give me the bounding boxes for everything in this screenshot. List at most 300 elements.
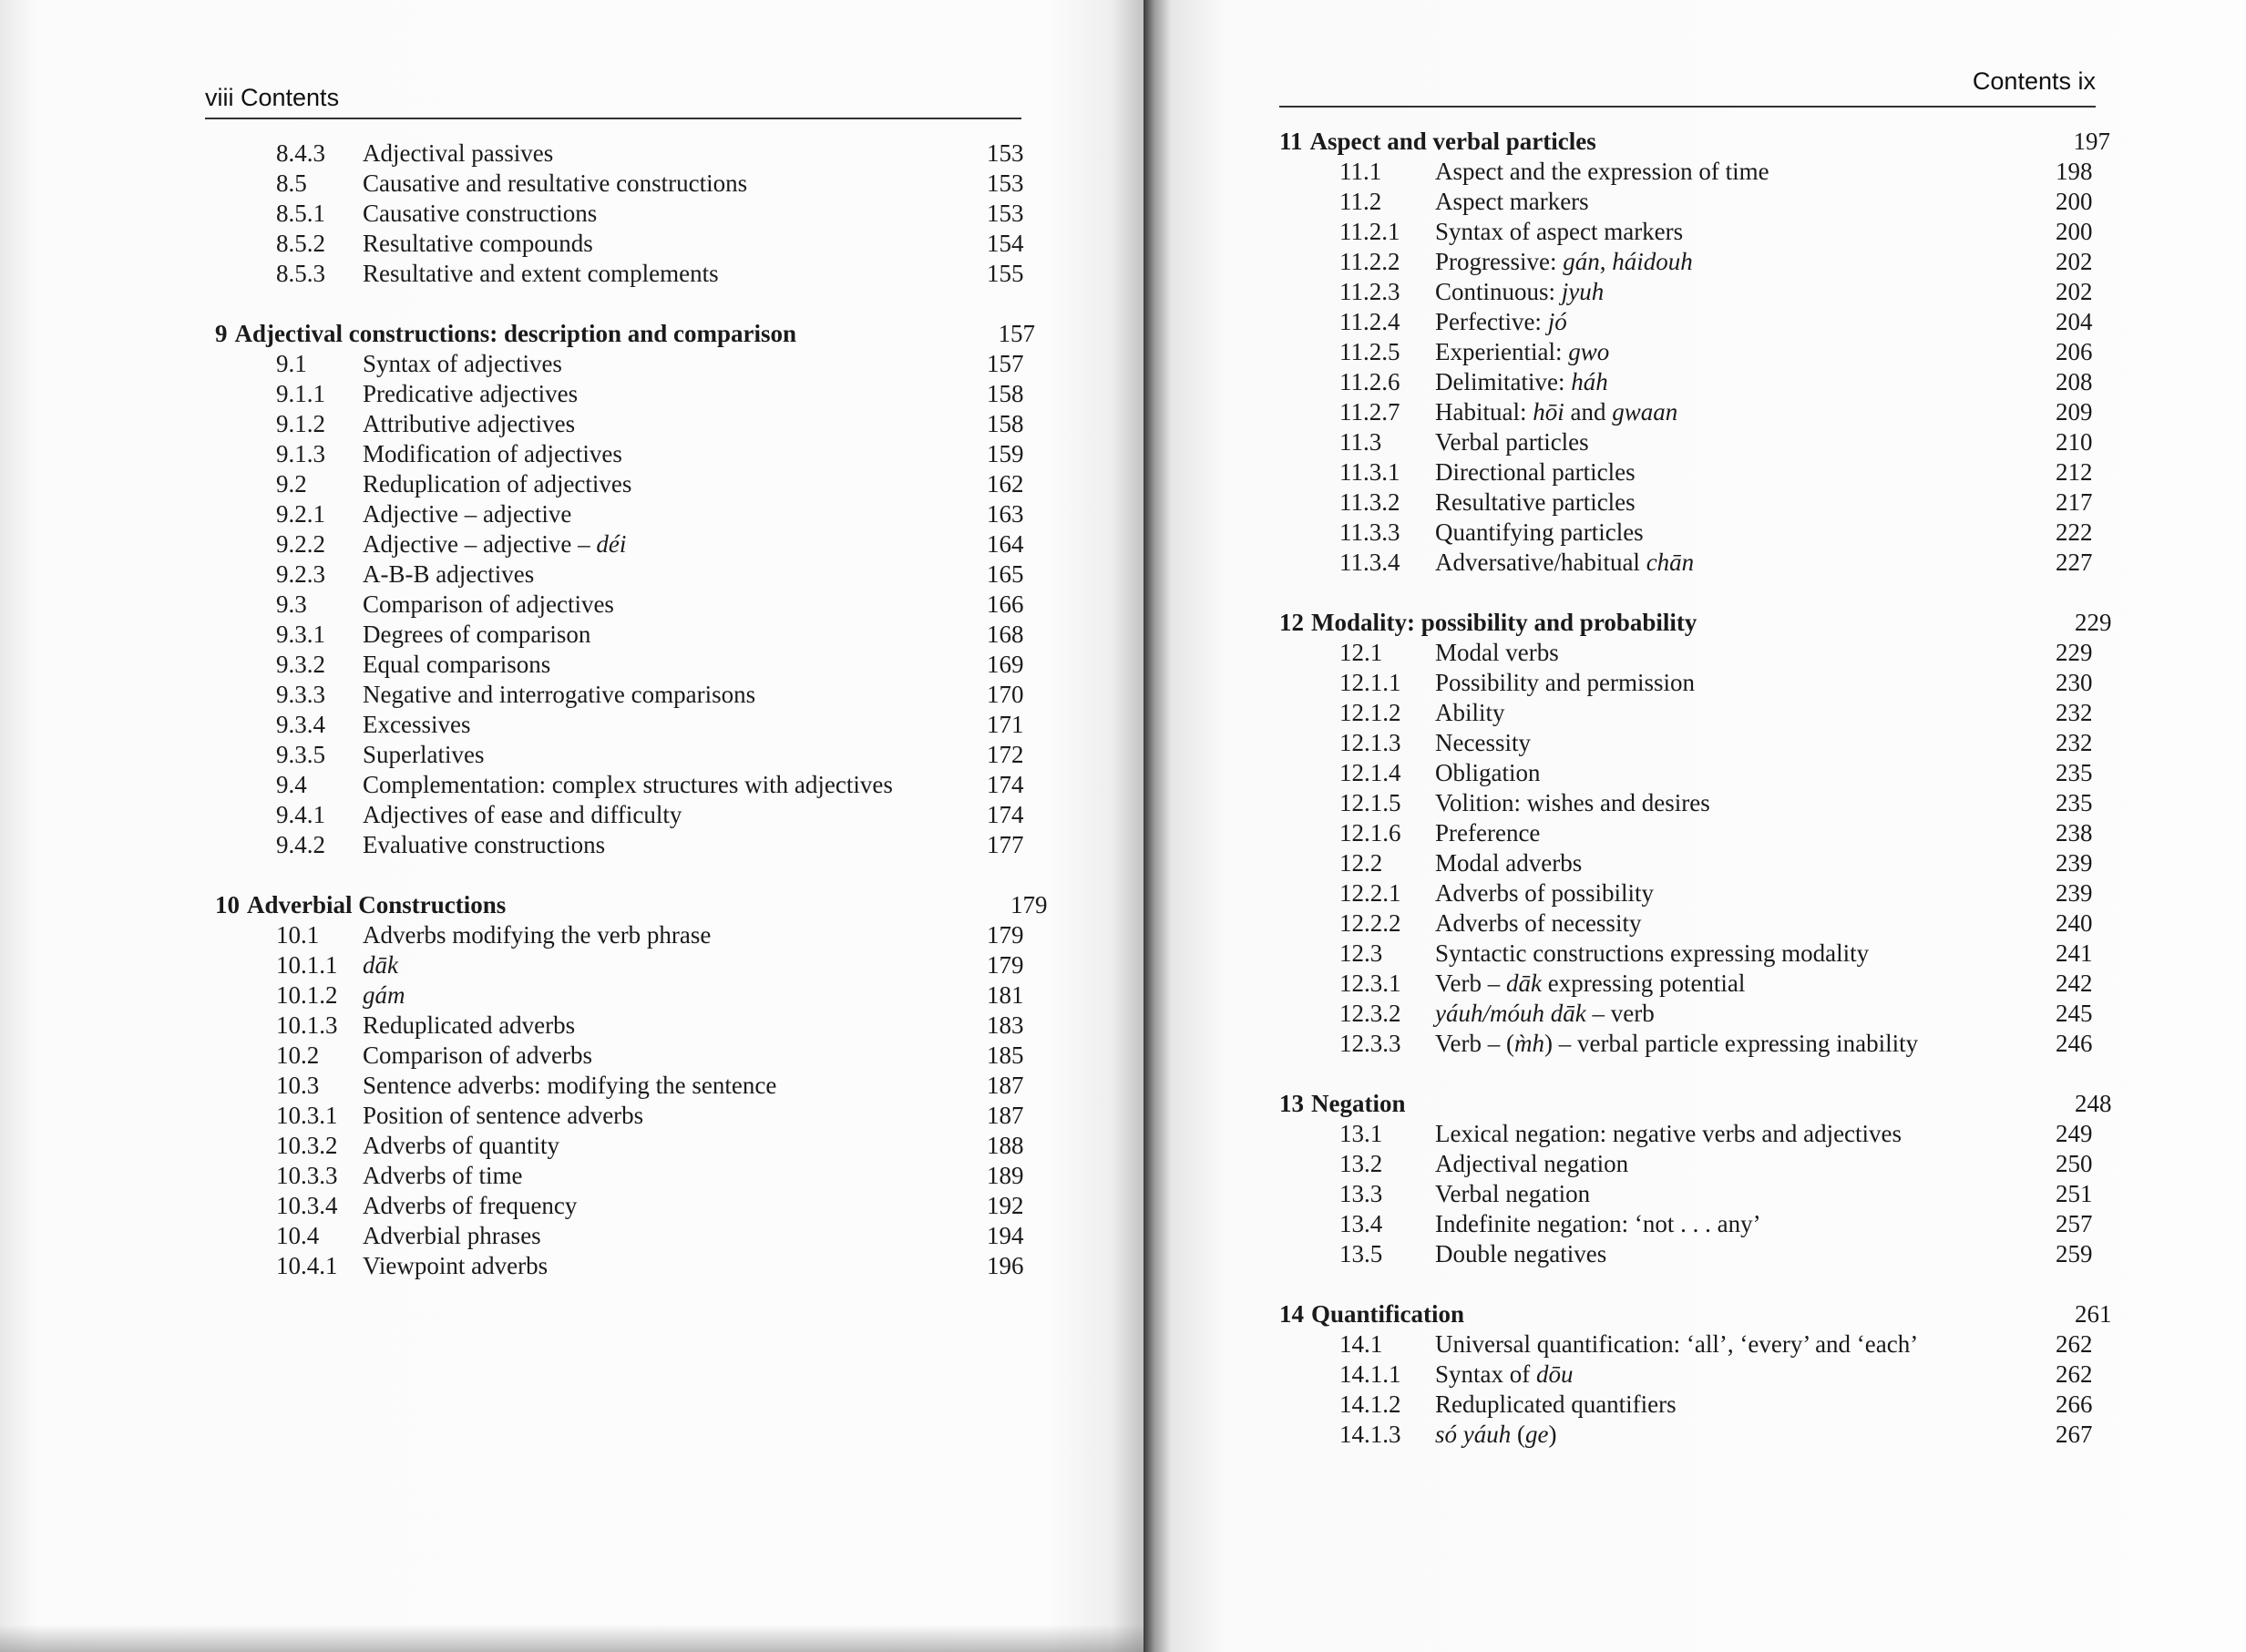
- entry-title: [363, 950, 987, 980]
- toc-entry: [215, 1071, 1035, 1101]
- title-text: Directional particles: [1435, 458, 1636, 486]
- toc-entry: [215, 1041, 1035, 1071]
- entry-title: [1435, 427, 2056, 457]
- page-number: 185: [987, 1041, 1024, 1069]
- title-text: Adverbial phrases: [363, 1222, 541, 1249]
- entry-title: [1311, 608, 2075, 638]
- section-number: 9.4: [276, 771, 307, 798]
- title-text: Delimitative:: [1435, 368, 1572, 395]
- title-text: Negative and interrogative comparisons: [363, 681, 756, 708]
- toc-entry: [215, 379, 1035, 409]
- toc-entry: [215, 620, 1035, 650]
- title-text: and: [1564, 398, 1613, 426]
- toc-entry: [215, 349, 1035, 379]
- toc-entry: [215, 1191, 1035, 1221]
- title-text: Syntax of: [1435, 1360, 1536, 1388]
- title-italic-term: dōu: [1536, 1360, 1574, 1388]
- entry-title: [363, 620, 987, 650]
- section-spacer: [215, 860, 1035, 890]
- section-number: 14.1.2: [1339, 1390, 1401, 1418]
- title-text: Viewpoint adverbs: [363, 1252, 549, 1279]
- chapter-number: 10: [215, 891, 240, 918]
- section-number: 14.1.3: [1339, 1421, 1401, 1448]
- page-number: 251: [2056, 1180, 2093, 1207]
- toc-entry: [1279, 217, 2099, 247]
- title-italic-term: gám: [363, 981, 405, 1009]
- page-number: 169: [987, 651, 1024, 678]
- title-text: Double negatives: [1435, 1240, 1607, 1267]
- section-number: 11.3.3: [1339, 518, 1400, 546]
- section-number: 9.2.1: [276, 500, 325, 528]
- title-text: (: [1511, 1421, 1525, 1448]
- toc-entry: [1279, 818, 2099, 848]
- page-number: 179: [987, 951, 1024, 979]
- toc-entry: [215, 590, 1035, 620]
- page-number: 158: [987, 410, 1024, 437]
- title-text: Quantification: [1311, 1300, 1465, 1328]
- title-text: Syntactic constructions expressing modality: [1435, 939, 1870, 967]
- section-number: 11.3: [1339, 428, 1382, 456]
- toc-entry: [215, 259, 1035, 289]
- toc-entry: [215, 650, 1035, 680]
- page-number: 168: [987, 621, 1024, 648]
- title-text: ,: [1599, 248, 1613, 275]
- section-number: 12.3.1: [1339, 970, 1401, 997]
- entry-title: [1435, 1149, 2056, 1179]
- entry-title: [1435, 1390, 2056, 1420]
- chapter-heading: [1279, 127, 2111, 157]
- section-number: 10.1.1: [276, 951, 338, 979]
- entry-title: [235, 319, 999, 349]
- entry-title: [363, 1161, 987, 1191]
- page-number: 155: [987, 260, 1024, 287]
- entry-title: [1435, 999, 2056, 1029]
- entry-title: [1311, 1299, 2075, 1329]
- entry-title: [363, 1041, 987, 1071]
- toc-entry: [1279, 848, 2099, 878]
- entry-title: [1435, 1360, 2056, 1390]
- section-number: 12.1: [1339, 639, 1383, 666]
- title-text: Necessity: [1435, 729, 1531, 756]
- header-rule: [1279, 106, 2096, 108]
- page-number: 172: [987, 741, 1024, 768]
- toc-entry: [1279, 247, 2099, 277]
- toc-entry: [215, 710, 1035, 740]
- page-number: 246: [2056, 1030, 2093, 1057]
- title-italic-term: dāk: [363, 951, 398, 979]
- page-number: 174: [987, 801, 1024, 828]
- title-text: Obligation: [1435, 759, 1541, 786]
- page-number: 267: [2056, 1421, 2093, 1448]
- title-text: Comparison of adjectives: [363, 590, 614, 618]
- entry-title: [363, 680, 987, 710]
- title-text: Adjectives of ease and difficulty: [363, 801, 682, 828]
- section-number: 9.3.3: [276, 681, 325, 708]
- page-number: 229: [2075, 609, 2112, 636]
- page-number: 262: [2056, 1360, 2093, 1388]
- entry-title: [363, 1071, 987, 1101]
- toc-entry: [1279, 908, 2099, 939]
- section-number: 10.1.3: [276, 1011, 338, 1039]
- section-number: 8.4.3: [276, 139, 325, 167]
- toc-entry: [1279, 999, 2099, 1029]
- title-italic-term: háidouh: [1612, 248, 1693, 275]
- entry-title: [1435, 878, 2056, 908]
- page-number: 257: [2056, 1210, 2093, 1237]
- entry-title: [1435, 457, 2056, 487]
- section-number: 11.2.3: [1339, 278, 1400, 305]
- page-number: 188: [987, 1132, 1024, 1159]
- toc-entry: [1279, 548, 2099, 578]
- toc-entry: [215, 139, 1035, 169]
- page-number: 242: [2056, 970, 2093, 997]
- section-number: 12.1.3: [1339, 729, 1401, 756]
- title-text: Adjective – adjective –: [363, 530, 597, 558]
- section-number: 14.1: [1339, 1330, 1383, 1358]
- entry-title: [1435, 518, 2056, 548]
- toc-entry: [215, 529, 1035, 559]
- title-text: Negation: [1311, 1090, 1406, 1117]
- entry-title: [363, 710, 987, 740]
- section-number: 12.1.1: [1339, 669, 1401, 696]
- page-number: 153: [987, 200, 1024, 227]
- section-number: 12.1.5: [1339, 789, 1401, 816]
- toc-entry: [1279, 1329, 2099, 1360]
- page-number: 157: [987, 350, 1024, 377]
- entry-title: [363, 559, 987, 590]
- toc-list: [215, 139, 1048, 1281]
- entry-title: [1435, 487, 2056, 518]
- page-number: 162: [987, 470, 1024, 498]
- title-text: Experiential:: [1435, 338, 1569, 365]
- entry-title: [363, 139, 987, 169]
- section-number: 10.1: [276, 921, 320, 949]
- title-text: – verb: [1585, 1000, 1655, 1027]
- toc-entry: [1279, 969, 2099, 999]
- entry-title: [363, 499, 987, 529]
- title-text: Adjectival constructions: description and comparison: [234, 320, 796, 347]
- page-number: 166: [987, 590, 1024, 618]
- toc-entry: [1279, 157, 2099, 187]
- section-number: 9.1.2: [276, 410, 325, 437]
- entry-title: [363, 199, 987, 229]
- title-text: Causative constructions: [363, 200, 598, 227]
- section-number: 11.1: [1339, 158, 1382, 185]
- page-number: 174: [987, 771, 1024, 798]
- title-text: Adverbs of possibility: [1435, 879, 1654, 907]
- entry-title: [363, 349, 987, 379]
- entry-title: [363, 1101, 987, 1131]
- page-number: 206: [2056, 338, 2093, 365]
- title-text: Volition: wishes and desires: [1435, 789, 1710, 816]
- page-number: 230: [2056, 669, 2093, 696]
- title-text: Possibility and permission: [1435, 669, 1696, 696]
- title-text: Degrees of comparison: [363, 621, 591, 648]
- page-number: 245: [2056, 1000, 2093, 1027]
- entry-title: [363, 1131, 987, 1161]
- page-number: 187: [987, 1102, 1024, 1129]
- toc-entry: [215, 199, 1035, 229]
- page-number: 163: [987, 500, 1024, 528]
- entry-title: [363, 1191, 987, 1221]
- entry-title: [1435, 277, 2056, 307]
- title-text: Continuous:: [1435, 278, 1562, 305]
- page-number: 262: [2056, 1330, 2093, 1358]
- toc-entry: [1279, 1029, 2099, 1059]
- toc-entry: [1279, 277, 2099, 307]
- section-spacer: [1279, 1059, 2099, 1089]
- title-text: Ability: [1435, 699, 1505, 726]
- toc-entry: [1279, 1179, 2099, 1209]
- entry-title: [363, 529, 987, 559]
- page-number: 194: [987, 1222, 1024, 1249]
- header-rule: [205, 118, 1021, 119]
- title-text: Adverbs of time: [363, 1162, 523, 1189]
- title-text: Adjective – adjective: [363, 500, 572, 528]
- title-text: Reduplicated quantifiers: [1435, 1390, 1677, 1418]
- page-number: 153: [987, 169, 1024, 197]
- chapter-heading: [215, 890, 1048, 920]
- entry-title: [1435, 1179, 2056, 1209]
- entry-title: [1435, 397, 2056, 427]
- toc-entry: [1279, 1209, 2099, 1239]
- section-number: 8.5.2: [276, 230, 325, 257]
- title-italic-term: chān: [1646, 549, 1695, 576]
- title-text: Aspect and verbal particles: [1309, 128, 1596, 155]
- title-italic-term: só yáuh: [1435, 1421, 1512, 1448]
- toc-entry: [1279, 1239, 2099, 1269]
- entry-title: [1435, 1119, 2056, 1149]
- section-number: 9.3.4: [276, 711, 325, 738]
- title-text: Reduplicated adverbs: [363, 1011, 576, 1039]
- entry-title: [363, 740, 987, 770]
- page-number: 229: [2056, 639, 2093, 666]
- section-number: 12.1.2: [1339, 699, 1401, 726]
- section-number: 12.1.6: [1339, 819, 1401, 847]
- page-number: 208: [2056, 368, 2093, 395]
- section-number: 9.4.2: [276, 831, 325, 858]
- page-number: 232: [2056, 729, 2093, 756]
- title-italic-term: dāk: [1505, 970, 1542, 997]
- toc-entry: [215, 950, 1035, 980]
- toc-entry: [215, 1221, 1035, 1251]
- toc-entry: [1279, 668, 2099, 698]
- page-number: 239: [2056, 849, 2093, 877]
- entry-title: [1310, 127, 2074, 157]
- section-number: 13.1: [1339, 1120, 1383, 1147]
- toc-entry: [1279, 337, 2099, 367]
- title-text: Adjectival negation: [1435, 1150, 1629, 1177]
- section-number: 8.5.1: [276, 200, 325, 227]
- section-number: 11.2: [1339, 188, 1382, 215]
- section-number: 11.2.4: [1339, 308, 1400, 335]
- chapter-number: 13: [1279, 1090, 1304, 1117]
- section-number: 10.3: [276, 1072, 320, 1099]
- section-number: 9.1: [276, 350, 307, 377]
- page-number: 179: [987, 921, 1024, 949]
- toc-entry: [1279, 758, 2099, 788]
- page-number: 165: [987, 560, 1024, 588]
- page-number: 196: [987, 1252, 1024, 1279]
- title-text: Modal verbs: [1435, 639, 1559, 666]
- toc-entry: [215, 830, 1035, 860]
- toc-entry: [215, 439, 1035, 469]
- title-text: Resultative and extent complements: [363, 260, 719, 287]
- section-number: 8.5.3: [276, 260, 325, 287]
- page-number: 235: [2056, 789, 2093, 816]
- page-number: 179: [1010, 891, 1048, 918]
- toc-entry: [1279, 427, 2099, 457]
- page-number: 192: [987, 1192, 1024, 1219]
- section-number: 10.3.4: [276, 1192, 338, 1219]
- title-text: Adverbs of frequency: [363, 1192, 578, 1219]
- title-text: Verbal particles: [1435, 428, 1589, 456]
- title-text: Verb –: [1435, 970, 1506, 997]
- title-text: Habitual:: [1435, 398, 1533, 426]
- chapter-number: 9: [215, 320, 228, 347]
- title-italic-term: déi: [596, 530, 627, 558]
- section-number: 14.1.1: [1339, 1360, 1401, 1388]
- entry-title: [363, 920, 987, 950]
- entry-title: [1435, 1239, 2056, 1269]
- entry-title: [363, 980, 987, 1011]
- entry-title: [363, 469, 987, 499]
- title-text: Equal comparisons: [363, 651, 551, 678]
- toc-entry: [215, 499, 1035, 529]
- entry-title: [1435, 969, 2056, 999]
- page-number: 235: [2056, 759, 2093, 786]
- title-text: Syntax of adjectives: [363, 350, 562, 377]
- chapter-heading: [1279, 1299, 2112, 1329]
- section-spacer: [1279, 1269, 2099, 1299]
- toc-entry: [1279, 487, 2099, 518]
- section-number: 9.4.1: [276, 801, 325, 828]
- title-text: Attributive adjectives: [363, 410, 576, 437]
- page-number: 159: [987, 440, 1024, 467]
- page-number: 232: [2056, 699, 2093, 726]
- section-number: 13.2: [1339, 1150, 1383, 1177]
- title-text: Quantifying particles: [1435, 518, 1644, 546]
- toc-entry: [1279, 788, 2099, 818]
- page-number: 170: [987, 681, 1024, 708]
- page-number: 209: [2056, 398, 2093, 426]
- entry-title: [1435, 698, 2056, 728]
- toc-entry: [215, 920, 1035, 950]
- entry-title: [363, 169, 987, 199]
- title-text: Perfective:: [1435, 308, 1548, 335]
- toc-list: [1279, 127, 2112, 1450]
- page-number: 171: [987, 711, 1024, 738]
- entry-title: [363, 650, 987, 680]
- section-number: 10.4: [276, 1222, 320, 1249]
- entry-title: [363, 1251, 987, 1281]
- page-number: 202: [2056, 278, 2093, 305]
- section-number: 12.1.4: [1339, 759, 1401, 786]
- page-number: 202: [2056, 248, 2093, 275]
- entry-title: [1435, 638, 2056, 668]
- toc-entry: [215, 1251, 1035, 1281]
- title-text: Predicative adjectives: [363, 380, 579, 407]
- entry-title: [363, 770, 987, 800]
- page-number: 212: [2056, 458, 2093, 486]
- toc-entry: [1279, 1360, 2099, 1390]
- page-number: 248: [2075, 1090, 2112, 1117]
- entry-title: [1435, 758, 2056, 788]
- entry-title: [363, 1011, 987, 1041]
- entry-title: [1435, 728, 2056, 758]
- section-number: 9.3: [276, 590, 307, 618]
- toc-entry: [1279, 307, 2099, 337]
- page-number: 240: [2056, 909, 2093, 937]
- section-number: 10.3.2: [276, 1132, 338, 1159]
- page-number: 158: [987, 380, 1024, 407]
- section-number: 11.2.5: [1339, 338, 1400, 365]
- page-number: 187: [987, 1072, 1024, 1099]
- page-number: 222: [2056, 518, 2093, 546]
- title-text: Indefinite negation: ‘not . . . any’: [1435, 1210, 1761, 1237]
- chapter-heading: [1279, 1089, 2112, 1119]
- entry-title: [1435, 187, 2056, 217]
- title-italic-term: m̀h: [1513, 1030, 1544, 1057]
- entry-title: [363, 439, 987, 469]
- section-number: 10.3.3: [276, 1162, 338, 1189]
- entry-title: [363, 830, 987, 860]
- page-number: 157: [998, 320, 1035, 347]
- section-number: 9.3.2: [276, 651, 325, 678]
- toc-entry: [1279, 397, 2099, 427]
- toc-entry: [1279, 1390, 2099, 1420]
- toc-entry: [215, 1101, 1035, 1131]
- chapter-heading: [1279, 608, 2112, 638]
- page-number: 164: [987, 530, 1024, 558]
- toc-entry: [215, 169, 1035, 199]
- title-text: Causative and resultative constructions: [363, 169, 748, 197]
- title-text: ) – verbal particle expressing inability: [1543, 1030, 1919, 1057]
- toc-entry: [1279, 367, 2099, 397]
- section-number: 11.2.6: [1339, 368, 1400, 395]
- section-number: 12.2.1: [1339, 879, 1401, 907]
- title-text: Adverbs modifying the verb phrase: [363, 921, 712, 949]
- section-spacer: [215, 289, 1035, 319]
- page-number: 153: [987, 139, 1024, 167]
- title-text: Verb – (: [1435, 1030, 1514, 1057]
- page-number: 210: [2056, 428, 2093, 456]
- section-number: 12.3.3: [1339, 1030, 1401, 1057]
- page-number: 227: [2056, 549, 2093, 576]
- entry-title: [363, 800, 987, 830]
- title-text: Lexical negation: negative verbs and adjectives: [1435, 1120, 1902, 1147]
- entry-title: [363, 409, 987, 439]
- page-number: 241: [2056, 939, 2093, 967]
- section-number: 9.1.1: [276, 380, 325, 407]
- page-number: 200: [2056, 218, 2093, 245]
- title-text: Modification of adjectives: [363, 440, 622, 467]
- title-text: Adversative/habitual: [1435, 549, 1646, 576]
- toc-entry: [1279, 638, 2099, 668]
- section-number: 9.3.1: [276, 621, 325, 648]
- toc-entry: [215, 469, 1035, 499]
- title-italic-term: gwo: [1568, 338, 1610, 365]
- entry-title: [1435, 307, 2056, 337]
- title-text: Progressive:: [1435, 248, 1564, 275]
- title-text: Modal adverbs: [1435, 849, 1583, 877]
- section-number: 11.3.1: [1339, 458, 1400, 486]
- toc-entry: [1279, 1420, 2099, 1450]
- page-number: 259: [2056, 1240, 2093, 1267]
- toc-entry: [1279, 1149, 2099, 1179]
- title-text: Resultative particles: [1435, 488, 1636, 516]
- title-text: Verbal negation: [1435, 1180, 1591, 1207]
